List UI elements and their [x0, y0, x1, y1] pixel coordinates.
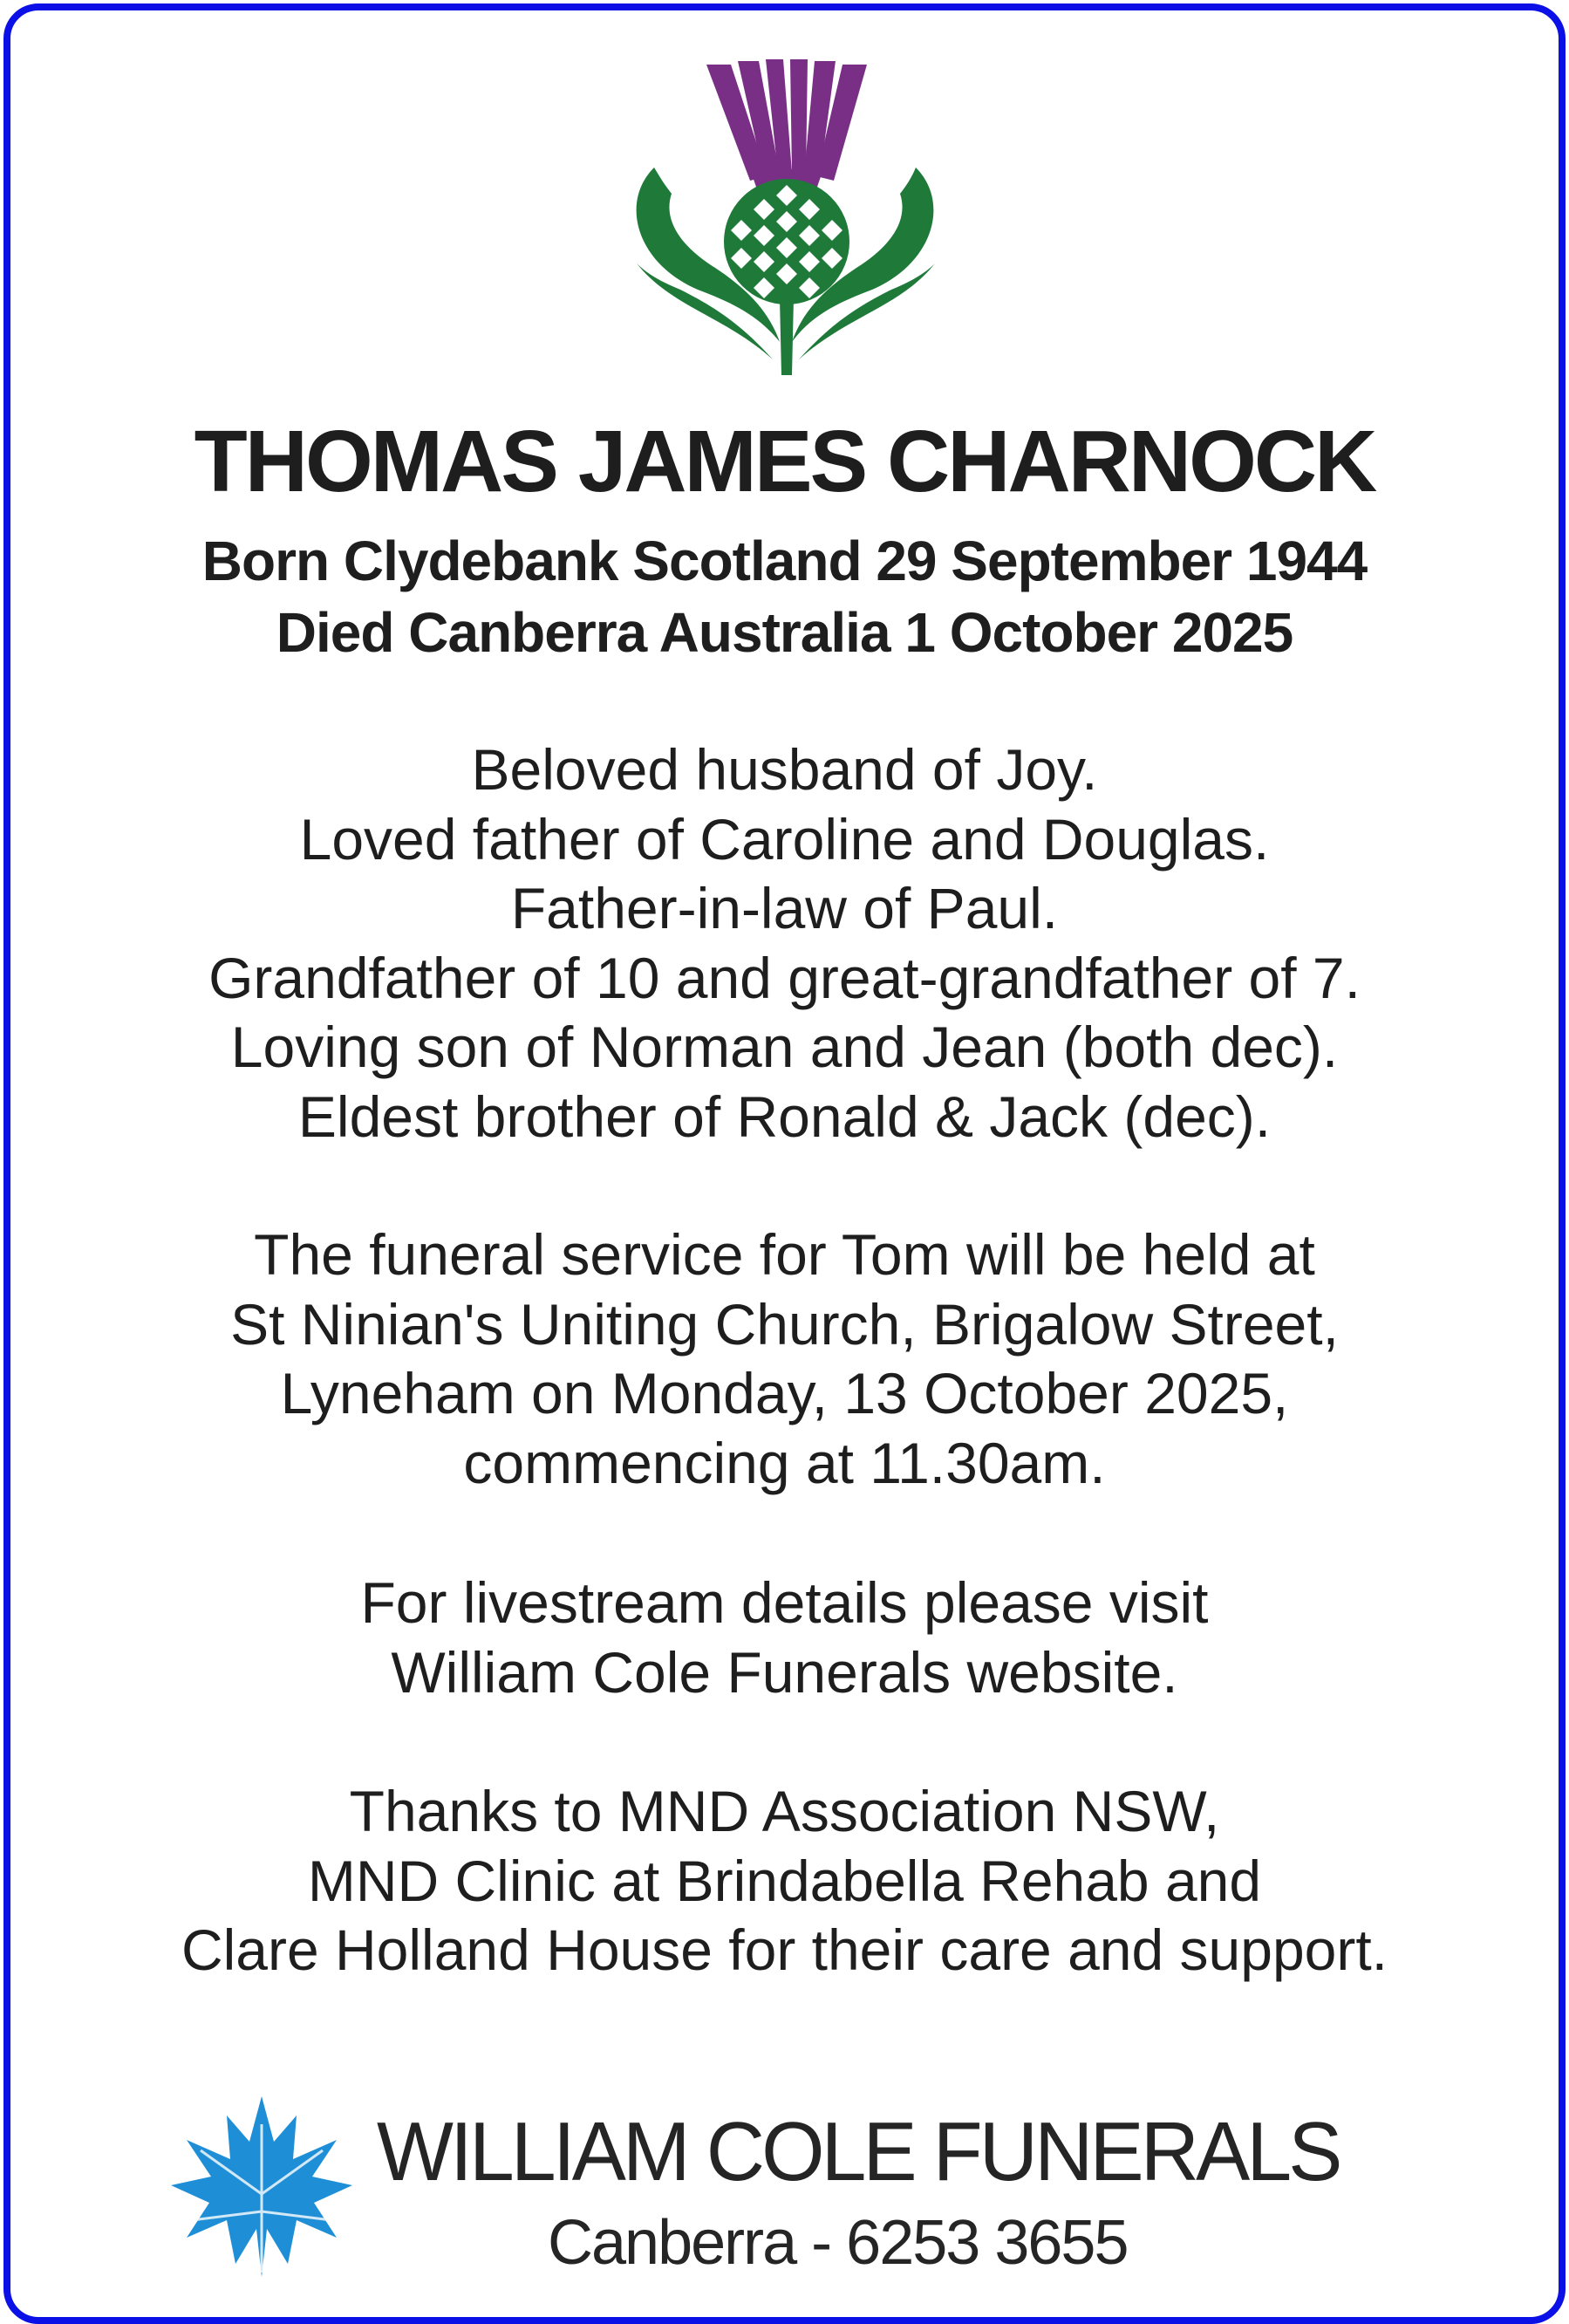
thanks-line: Thanks to MND Association NSW, — [349, 1779, 1220, 1843]
family-paragraph — [0, 735, 1569, 1152]
livestream-line: William Cole Funerals website. — [391, 1639, 1178, 1705]
funeral-line: Lyneham on Monday, 13 October 2025, — [280, 1361, 1289, 1425]
thanks-line: Clare Holland House for their care and support. — [181, 1917, 1388, 1982]
livestream-paragraph — [0, 1569, 1569, 1707]
funeral-home-name: WILLIAM COLE FUNERALS — [377, 2105, 1340, 2198]
death-line: Died Canberra Australia 1 October 2025 — [276, 601, 1293, 664]
family-line: Eldest brother of Ronald & Jack (dec). — [297, 1083, 1272, 1149]
livestream-line: For livestream details please visit — [360, 1570, 1209, 1635]
funeral-home-phone: Canberra - 6253 3655 — [548, 2208, 1128, 2278]
family-line: Loving son of Norman and Jean (both dec). — [230, 1015, 1339, 1079]
family-line: Grandfather of 10 and great-grandfather of 7. — [208, 945, 1361, 1010]
deceased-name: THOMAS JAMES CHARNOCK — [194, 413, 1375, 510]
funeral-line: commencing at 11.30am. — [463, 1430, 1106, 1495]
funeral-line: The funeral service for Tom will be held at — [254, 1222, 1315, 1287]
thanks-paragraph — [0, 1777, 1569, 1986]
thanks-line: MND Clinic at Brindabella Rehab and — [307, 1848, 1262, 1913]
thistle-icon — [619, 54, 951, 377]
funeral-line: St Ninian's Uniting Church, Brigalow Street, — [230, 1291, 1339, 1357]
birth-line: Born Clydebank Scotland 29 September 1944 — [201, 530, 1368, 592]
family-line: Beloved husband of Joy. — [471, 737, 1098, 802]
family-line: Father-in-law of Paul. — [510, 876, 1059, 940]
funeral-paragraph — [0, 1220, 1569, 1498]
family-line: Loved father of Caroline and Douglas. — [299, 806, 1270, 872]
maple-leaf-icon — [166, 2089, 358, 2281]
